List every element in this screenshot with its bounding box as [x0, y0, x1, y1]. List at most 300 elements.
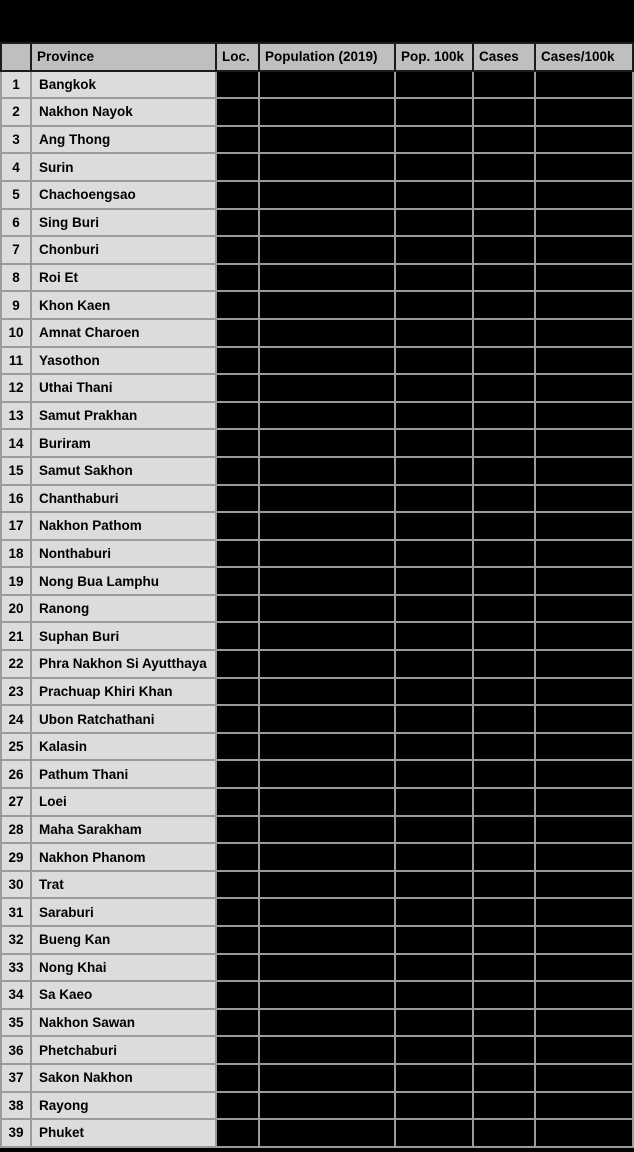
pop-100k-cell — [395, 71, 473, 99]
population-2019-cell — [259, 926, 395, 954]
row-number-cell: 36 — [1, 1036, 31, 1064]
cases-per-100k-cell — [535, 181, 633, 209]
row-number-cell: 22 — [1, 650, 31, 678]
table-row — [1, 264, 633, 292]
cases-cell — [473, 71, 535, 99]
loc-cell — [216, 540, 259, 568]
cases-cell — [473, 1119, 535, 1147]
loc-cell — [216, 898, 259, 926]
cases-cell — [473, 153, 535, 181]
row-number-cell: 27 — [1, 788, 31, 816]
row-number-cell: 14 — [1, 429, 31, 457]
cases-per-100k-cell — [535, 512, 633, 540]
cases-per-100k-cell — [535, 650, 633, 678]
loc-cell — [216, 457, 259, 485]
loc-cell — [216, 1092, 259, 1120]
row-number-cell: 37 — [1, 1064, 31, 1092]
pop-100k-cell — [395, 209, 473, 237]
cases-per-100k-cell — [535, 843, 633, 871]
population-2019-cell — [259, 898, 395, 926]
population-2019-cell — [259, 540, 395, 568]
column-header-cases-per-100k: Cases/100k — [535, 43, 633, 71]
pop-100k-cell — [395, 181, 473, 209]
loc-cell — [216, 429, 259, 457]
cases-cell — [473, 1009, 535, 1037]
province-cell: Sa Kaeo — [31, 981, 216, 1009]
province-cell: Phetchaburi — [31, 1036, 216, 1064]
population-2019-cell — [259, 374, 395, 402]
table-row — [1, 733, 633, 761]
loc-cell — [216, 733, 259, 761]
cases-per-100k-cell — [535, 1064, 633, 1092]
loc-cell — [216, 816, 259, 844]
population-2019-cell — [259, 1009, 395, 1037]
table-row — [1, 981, 633, 1009]
row-number-cell: 32 — [1, 926, 31, 954]
loc-cell — [216, 1009, 259, 1037]
population-2019-cell — [259, 264, 395, 292]
loc-cell — [216, 650, 259, 678]
population-2019-cell — [259, 126, 395, 154]
cases-cell — [473, 319, 535, 347]
row-number-cell: 10 — [1, 319, 31, 347]
cases-per-100k-cell — [535, 760, 633, 788]
cases-per-100k-cell — [535, 126, 633, 154]
population-2019-cell — [259, 209, 395, 237]
pop-100k-cell — [395, 1064, 473, 1092]
population-2019-cell — [259, 181, 395, 209]
cases-cell — [473, 705, 535, 733]
row-number-cell: 28 — [1, 816, 31, 844]
province-cell: Kalasin — [31, 733, 216, 761]
loc-cell — [216, 485, 259, 513]
cases-cell — [473, 760, 535, 788]
table-row — [1, 843, 633, 871]
population-2019-cell — [259, 347, 395, 375]
province-cell: Samut Sakhon — [31, 457, 216, 485]
population-2019-cell — [259, 595, 395, 623]
province-cell: Nakhon Phanom — [31, 843, 216, 871]
population-2019-cell — [259, 485, 395, 513]
loc-cell — [216, 126, 259, 154]
cases-per-100k-cell — [535, 374, 633, 402]
table-row — [1, 788, 633, 816]
table-row — [1, 1064, 633, 1092]
cases-cell — [473, 622, 535, 650]
province-cell: Samut Prakhan — [31, 402, 216, 430]
table-row — [1, 1119, 633, 1147]
pop-100k-cell — [395, 1119, 473, 1147]
table-row — [1, 816, 633, 844]
cases-cell — [473, 981, 535, 1009]
cases-cell — [473, 898, 535, 926]
loc-cell — [216, 788, 259, 816]
province-cell: Ranong — [31, 595, 216, 623]
pop-100k-cell — [395, 595, 473, 623]
cases-cell — [473, 678, 535, 706]
column-header-population-2019: Population (2019) — [259, 43, 395, 71]
cases-per-100k-cell — [535, 871, 633, 899]
loc-cell — [216, 374, 259, 402]
province-cell: Yasothon — [31, 347, 216, 375]
pop-100k-cell — [395, 871, 473, 899]
table-row — [1, 374, 633, 402]
row-number-cell: 17 — [1, 512, 31, 540]
province-cell: Phra Nakhon Si Ayutthaya — [31, 650, 216, 678]
table-row — [1, 898, 633, 926]
pop-100k-cell — [395, 1092, 473, 1120]
pop-100k-cell — [395, 954, 473, 982]
population-2019-cell — [259, 1119, 395, 1147]
cases-cell — [473, 126, 535, 154]
pop-100k-cell — [395, 485, 473, 513]
row-number-cell: 2 — [1, 98, 31, 126]
row-number-cell: 7 — [1, 236, 31, 264]
population-2019-cell — [259, 733, 395, 761]
province-cell: Nong Khai — [31, 954, 216, 982]
cases-cell — [473, 291, 535, 319]
cases-per-100k-cell — [535, 319, 633, 347]
cases-cell — [473, 733, 535, 761]
row-number-cell: 6 — [1, 209, 31, 237]
loc-cell — [216, 347, 259, 375]
cases-per-100k-cell — [535, 926, 633, 954]
cases-cell — [473, 650, 535, 678]
loc-cell — [216, 98, 259, 126]
population-2019-cell — [259, 98, 395, 126]
table-row — [1, 760, 633, 788]
column-header-cases: Cases — [473, 43, 535, 71]
row-number-cell: 1 — [1, 71, 31, 99]
population-2019-cell — [259, 1036, 395, 1064]
row-number-cell: 25 — [1, 733, 31, 761]
row-number-cell: 29 — [1, 843, 31, 871]
pop-100k-cell — [395, 1036, 473, 1064]
population-2019-cell — [259, 319, 395, 347]
province-cell: Trat — [31, 871, 216, 899]
table-row — [1, 209, 633, 237]
cases-per-100k-cell — [535, 98, 633, 126]
population-2019-cell — [259, 236, 395, 264]
column-header-province: Province — [31, 43, 216, 71]
population-2019-cell — [259, 871, 395, 899]
row-number-cell: 11 — [1, 347, 31, 375]
table-row — [1, 457, 633, 485]
cases-cell — [473, 871, 535, 899]
cases-per-100k-cell — [535, 705, 633, 733]
loc-cell — [216, 209, 259, 237]
table-row — [1, 485, 633, 513]
population-2019-cell — [259, 678, 395, 706]
loc-cell — [216, 1119, 259, 1147]
province-cell: Suphan Buri — [31, 622, 216, 650]
loc-cell — [216, 319, 259, 347]
pop-100k-cell — [395, 264, 473, 292]
pop-100k-cell — [395, 678, 473, 706]
pop-100k-cell — [395, 705, 473, 733]
row-number-cell: 12 — [1, 374, 31, 402]
population-2019-cell — [259, 705, 395, 733]
table-row — [1, 705, 633, 733]
cases-cell — [473, 567, 535, 595]
cases-cell — [473, 485, 535, 513]
loc-cell — [216, 926, 259, 954]
table-row — [1, 71, 633, 99]
province-cell: Rayong — [31, 1092, 216, 1120]
cases-cell — [473, 374, 535, 402]
cases-per-100k-cell — [535, 540, 633, 568]
cases-per-100k-cell — [535, 678, 633, 706]
pop-100k-cell — [395, 291, 473, 319]
loc-cell — [216, 843, 259, 871]
pop-100k-cell — [395, 816, 473, 844]
cases-per-100k-cell — [535, 153, 633, 181]
row-number-cell: 33 — [1, 954, 31, 982]
province-cell: Ubon Ratchathani — [31, 705, 216, 733]
population-2019-cell — [259, 402, 395, 430]
province-cell: Nakhon Sawan — [31, 1009, 216, 1037]
cases-cell — [473, 209, 535, 237]
table-row — [1, 402, 633, 430]
cases-cell — [473, 1064, 535, 1092]
cases-per-100k-cell — [535, 457, 633, 485]
table-row — [1, 871, 633, 899]
province-cell: Saraburi — [31, 898, 216, 926]
table-row — [1, 1009, 633, 1037]
province-cell: Amnat Charoen — [31, 319, 216, 347]
cases-cell — [473, 429, 535, 457]
loc-cell — [216, 705, 259, 733]
loc-cell — [216, 181, 259, 209]
cases-per-100k-cell — [535, 595, 633, 623]
population-2019-cell — [259, 291, 395, 319]
province-cell: Loei — [31, 788, 216, 816]
population-2019-cell — [259, 843, 395, 871]
table-row — [1, 678, 633, 706]
pop-100k-cell — [395, 843, 473, 871]
loc-cell — [216, 760, 259, 788]
population-2019-cell — [259, 1064, 395, 1092]
province-cell: Nakhon Pathom — [31, 512, 216, 540]
pop-100k-cell — [395, 347, 473, 375]
province-cell: Roi Et — [31, 264, 216, 292]
pop-100k-cell — [395, 98, 473, 126]
row-number-cell: 9 — [1, 291, 31, 319]
table-body — [1, 71, 633, 1147]
pop-100k-cell — [395, 126, 473, 154]
pop-100k-cell — [395, 567, 473, 595]
row-number-cell: 35 — [1, 1009, 31, 1037]
table-row — [1, 1092, 633, 1120]
cases-per-100k-cell — [535, 485, 633, 513]
cases-cell — [473, 954, 535, 982]
cases-cell — [473, 347, 535, 375]
pop-100k-cell — [395, 788, 473, 816]
loc-cell — [216, 954, 259, 982]
table-header — [1, 43, 633, 71]
row-number-cell: 39 — [1, 1119, 31, 1147]
province-cell: Nakhon Nayok — [31, 98, 216, 126]
cases-per-100k-cell — [535, 347, 633, 375]
loc-cell — [216, 1036, 259, 1064]
population-2019-cell — [259, 622, 395, 650]
cases-per-100k-cell — [535, 981, 633, 1009]
loc-cell — [216, 871, 259, 899]
loc-cell — [216, 622, 259, 650]
pop-100k-cell — [395, 374, 473, 402]
row-number-cell: 4 — [1, 153, 31, 181]
table-row — [1, 347, 633, 375]
cases-cell — [473, 181, 535, 209]
province-cell: Surin — [31, 153, 216, 181]
province-cell: Prachuap Khiri Khan — [31, 678, 216, 706]
row-number-cell: 15 — [1, 457, 31, 485]
pop-100k-cell — [395, 981, 473, 1009]
cases-per-100k-cell — [535, 898, 633, 926]
pop-100k-cell — [395, 733, 473, 761]
table-row — [1, 291, 633, 319]
population-2019-cell — [259, 1092, 395, 1120]
cases-per-100k-cell — [535, 1119, 633, 1147]
province-cell: Pathum Thani — [31, 760, 216, 788]
loc-cell — [216, 678, 259, 706]
population-2019-cell — [259, 788, 395, 816]
pop-100k-cell — [395, 898, 473, 926]
population-2019-cell — [259, 567, 395, 595]
loc-cell — [216, 512, 259, 540]
loc-cell — [216, 236, 259, 264]
pop-100k-cell — [395, 540, 473, 568]
row-number-cell: 18 — [1, 540, 31, 568]
table-row — [1, 926, 633, 954]
row-number-cell: 21 — [1, 622, 31, 650]
cases-per-100k-cell — [535, 209, 633, 237]
table-row — [1, 567, 633, 595]
province-cell: Bangkok — [31, 71, 216, 99]
population-2019-cell — [259, 816, 395, 844]
table-row — [1, 622, 633, 650]
pop-100k-cell — [395, 622, 473, 650]
province-cell: Sing Buri — [31, 209, 216, 237]
row-number-cell: 34 — [1, 981, 31, 1009]
cases-per-100k-cell — [535, 1036, 633, 1064]
cases-per-100k-cell — [535, 816, 633, 844]
cases-per-100k-cell — [535, 1009, 633, 1037]
population-2019-cell — [259, 71, 395, 99]
cases-cell — [473, 788, 535, 816]
loc-cell — [216, 1064, 259, 1092]
row-number-cell: 23 — [1, 678, 31, 706]
cases-cell — [473, 926, 535, 954]
table-row — [1, 319, 633, 347]
cases-cell — [473, 457, 535, 485]
loc-cell — [216, 567, 259, 595]
table-row — [1, 236, 633, 264]
loc-cell — [216, 981, 259, 1009]
pop-100k-cell — [395, 402, 473, 430]
population-2019-cell — [259, 981, 395, 1009]
loc-cell — [216, 153, 259, 181]
province-cell: Khon Kaen — [31, 291, 216, 319]
cases-per-100k-cell — [535, 264, 633, 292]
table-row — [1, 954, 633, 982]
table-row — [1, 181, 633, 209]
province-cell: Chachoengsao — [31, 181, 216, 209]
pop-100k-cell — [395, 457, 473, 485]
row-number-cell: 31 — [1, 898, 31, 926]
population-2019-cell — [259, 457, 395, 485]
province-cell: Ang Thong — [31, 126, 216, 154]
row-number-cell: 13 — [1, 402, 31, 430]
cases-per-100k-cell — [535, 1092, 633, 1120]
pop-100k-cell — [395, 319, 473, 347]
row-number-cell: 19 — [1, 567, 31, 595]
column-header-pop-100k: Pop. 100k — [395, 43, 473, 71]
loc-cell — [216, 595, 259, 623]
cases-cell — [473, 843, 535, 871]
province-cell: Sakon Nakhon — [31, 1064, 216, 1092]
column-header-loc: Loc. — [216, 43, 259, 71]
cases-cell — [473, 595, 535, 623]
population-2019-cell — [259, 153, 395, 181]
table-row — [1, 98, 633, 126]
cases-per-100k-cell — [535, 402, 633, 430]
cases-per-100k-cell — [535, 622, 633, 650]
table-row — [1, 650, 633, 678]
pop-100k-cell — [395, 650, 473, 678]
cases-cell — [473, 816, 535, 844]
row-number-cell: 8 — [1, 264, 31, 292]
pop-100k-cell — [395, 512, 473, 540]
row-number-cell: 24 — [1, 705, 31, 733]
cases-cell — [473, 1036, 535, 1064]
cases-per-100k-cell — [535, 788, 633, 816]
pop-100k-cell — [395, 429, 473, 457]
cases-per-100k-cell — [535, 236, 633, 264]
row-number-cell: 30 — [1, 871, 31, 899]
province-cell: Uthai Thani — [31, 374, 216, 402]
table-row — [1, 540, 633, 568]
population-2019-cell — [259, 760, 395, 788]
loc-cell — [216, 402, 259, 430]
cases-cell — [473, 236, 535, 264]
loc-cell — [216, 264, 259, 292]
header-row — [1, 43, 633, 71]
province-cell: Chanthaburi — [31, 485, 216, 513]
pop-100k-cell — [395, 236, 473, 264]
row-number-cell: 26 — [1, 760, 31, 788]
province-cell: Chonburi — [31, 236, 216, 264]
population-2019-cell — [259, 512, 395, 540]
table-row — [1, 429, 633, 457]
cases-per-100k-cell — [535, 733, 633, 761]
table-row — [1, 153, 633, 181]
row-number-cell: 38 — [1, 1092, 31, 1120]
pop-100k-cell — [395, 926, 473, 954]
province-cell: Nonthaburi — [31, 540, 216, 568]
loc-cell — [216, 291, 259, 319]
pop-100k-cell — [395, 153, 473, 181]
population-2019-cell — [259, 954, 395, 982]
province-data-table — [0, 42, 634, 1148]
cases-cell — [473, 1092, 535, 1120]
row-number-cell: 16 — [1, 485, 31, 513]
province-cell: Buriram — [31, 429, 216, 457]
column-header-row-number — [1, 43, 31, 71]
table-row — [1, 595, 633, 623]
row-number-cell: 20 — [1, 595, 31, 623]
loc-cell — [216, 71, 259, 99]
